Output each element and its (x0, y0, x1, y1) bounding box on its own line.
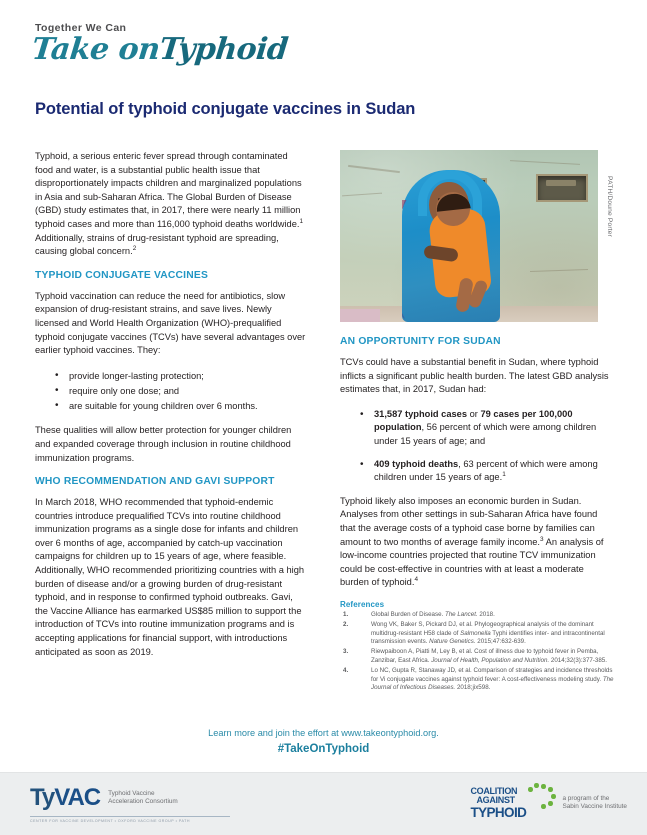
economic-ref-4: 4 (414, 576, 418, 584)
right-column (340, 336, 612, 601)
intro-ref-2: 2 (132, 245, 137, 253)
cta-url-line[interactable]: Learn more and join the effort at www.takeontyphoid.org. (208, 728, 439, 738)
tcv-closing-paragraph: These qualities will allow better protection for younger children and expanded coverage through inclusion in routine childhood immunization programs. (35, 425, 292, 463)
reference-detail: 2018. (477, 611, 495, 618)
photo-block (340, 150, 612, 322)
tyvac-logo (30, 784, 245, 823)
tcv-paragraph: Typhoid vaccination can reduce the need for antibiotics, slow expansion of drug-resistant strains, and save lives. Newly licensed and World Health Organization (WHO)-prequalified typhoid conjugate vaccines (TCVs) have several advantages over earlier typhoid vaccines. They: (35, 290, 306, 356)
tyvac-wordmark-vac: VAC (54, 784, 101, 811)
reference-text: Wong VK, Baker S, Pickard DJ, et al. Phylogeographical analysis of the dominant multidrug-resistant H58 clade of (371, 621, 594, 637)
call-to-action (0, 728, 647, 755)
intro-text: Typhoid, a serious enteric fever spread through contaminated food and water, is a substantial public health issue that disproportionately impacts children and marginalized populations in Asia and sub-Saharan Africa. The Global Burden of Disease (GBD) study estimates that, in 2017, there were nearly 11 million typhoid cases and more than 116,000 typhoid deaths worldwide. (35, 151, 302, 229)
cat-line1: COALITION (470, 786, 518, 796)
reference-item (340, 667, 618, 693)
economic-text-a: Typhoid likely also imposes an economic burden in Sudan. Analyses from other settings in sub-Saharan Africa have found that the average costs of a typhoid case borne by families can amount to two months of average family income. (340, 495, 598, 547)
page-title: Potential of typhoid conjugate vaccines in Sudan (35, 100, 416, 118)
list-item: • are suitable for young children over 6 months. (69, 399, 307, 413)
list-item-cases (374, 408, 612, 449)
cat-logo-mark (470, 785, 554, 821)
stat-deaths-value: 409 typhoid deaths (374, 458, 459, 469)
intro-paragraph (35, 150, 307, 259)
list-item: • provide longer-lasting protection; (69, 369, 307, 383)
opportunity-lead-paragraph: TCVs could have a substantial benefit in Sudan, where typhoid inflicts a significant public health burden. The latest GBD analysis estimates that, in 2017, Sudan had: (340, 357, 609, 395)
references-section (340, 600, 618, 694)
section-heading-opportunity: AN OPPORTUNITY FOR SUDAN (340, 336, 501, 347)
brand-tagline: Together We Can (35, 22, 127, 34)
cat-dots-icon (522, 783, 556, 809)
stat-cases-rate: 79 cases per 100,000 population (374, 408, 573, 433)
tyvac-wordmark (30, 784, 100, 812)
reference-item (340, 621, 618, 647)
reference-detail: 2018;jix598. (455, 684, 491, 692)
reference-text: Riewpaiboon A, Piatti M, Ley B, et al. Cost of illness due to typhoid fever in Pemba, Zanzibar, East Africa. (371, 648, 599, 664)
stat-deaths-detail: , 63 percent of which were among children under 15 years of age. (374, 458, 598, 483)
economic-burden-paragraph (340, 495, 612, 590)
brand-wordmark (30, 32, 289, 67)
stat-cases-value: 31,587 typhoid cases (374, 408, 468, 419)
tyvac-subtitle (108, 790, 178, 806)
stat-deaths-ref: 1 (502, 471, 506, 479)
tyvac-subtitle-line1: Typhoid Vaccine (108, 790, 155, 797)
reference-text: Global Burden of Disease. (371, 611, 445, 618)
cat-subtitle (562, 795, 627, 812)
coalition-against-typhoid-logo (470, 785, 627, 821)
economic-ref-3: 3 (539, 535, 544, 543)
tyvac-wordmark-ty: Ty (30, 784, 55, 811)
reference-item (340, 648, 618, 665)
reference-citation: 2015;47:632-639. (475, 638, 526, 646)
tyvac-subtitle-line2: Acceleration Consortium (108, 798, 178, 805)
intro-ref-1: 1 (299, 217, 304, 225)
photo-credit: PATH/Doune Porter (606, 176, 613, 238)
cta-hashtag: #TakeOnTyphoid (277, 743, 370, 755)
section-heading-tcv: TYPHOID CONJUGATE VACCINES (35, 269, 209, 281)
who-paragraph: In March 2018, WHO recommended that typhoid-endemic countries introduce prequalified TCVs into routine childhood immunization programs as a single dose for infants and children over 6 months of age, accompanied by catch-up vaccination campaigns for children up to 15 years of age, where feasible. Additionally, WHO recommended prioritizing countries with a high burden of disease and/or a growing burden of drug-resistant typhoid, and in response to confirmed typhoid outbreaks. Gavi, the Vaccine Alliance has earmarked US$85 million to support the introduction of TCVs into routine immunization programs and is accepting applications for financial support, with introductions anticipated as soon as 2019. (35, 497, 305, 657)
intro-text-cont: Additionally, strains of drug-resistant typhoid are spreading, causing global concern. (35, 232, 279, 257)
reference-text: Lo NC, Gupta R, Stanaway JD, et al. Comparison of strategies and incidence thresholds for Vi conjugate vaccines against typhoid fever: A cost-effectiveness modeling study. (371, 667, 613, 683)
cat-line3: TYPHOID (470, 805, 527, 820)
cat-subtitle-line2: Sabin Vaccine Institute (562, 803, 627, 810)
list-item: • require only one dose; and (69, 384, 307, 398)
reference-detail: 2014;32(3):377-385. (549, 656, 607, 664)
tcv-advantages-list (35, 369, 307, 414)
reference-item (340, 611, 618, 620)
photo-detail-mat (340, 309, 380, 322)
page-header (0, 0, 647, 88)
references-list (340, 611, 618, 693)
reference-detail: Typhi identifies inter- and intracontinental transmission events. (371, 629, 605, 646)
stat-cases-detail: , 56 percent of which were among children under 15 years of age; and (374, 422, 597, 446)
reference-species: Salmonella (460, 629, 491, 637)
economic-text-b: An analysis of low-income countries projected that routine TCV immunization could be cost-effective in countries with at least a moderate burden of typhoid. (340, 536, 604, 588)
brand-wordmark-part1: Take on (30, 32, 162, 67)
photo-mother-and-child (340, 150, 598, 322)
reference-journal: Nature Genetics. (429, 638, 476, 646)
photo-detail-wall-niche (536, 174, 588, 202)
reference-journal: Journal of Health, Population and Nutrition. (431, 656, 550, 664)
photo-detail-shelf (546, 180, 576, 186)
left-column (35, 150, 307, 670)
sudan-stats-list (340, 408, 612, 485)
references-heading: References (340, 600, 385, 609)
reference-journal: The Journal of Infectious Diseases. (371, 675, 614, 692)
cat-line2: AGAINST (476, 795, 515, 805)
reference-journal: The Lancet. (444, 611, 478, 618)
brand-wordmark-part2: Typhoid (157, 32, 290, 67)
tyvac-partners: CENTER FOR VACCINE DEVELOPMENT • OXFORD VACCINE GROUP • PATH (30, 816, 230, 823)
cat-subtitle-line1: a program of the (562, 794, 610, 802)
stat-cases-conjunction: or (467, 408, 481, 419)
section-heading-who: WHO RECOMMENDATION AND GAVI SUPPORT (35, 476, 275, 488)
list-item-deaths (374, 458, 612, 485)
page-footer (0, 772, 647, 835)
